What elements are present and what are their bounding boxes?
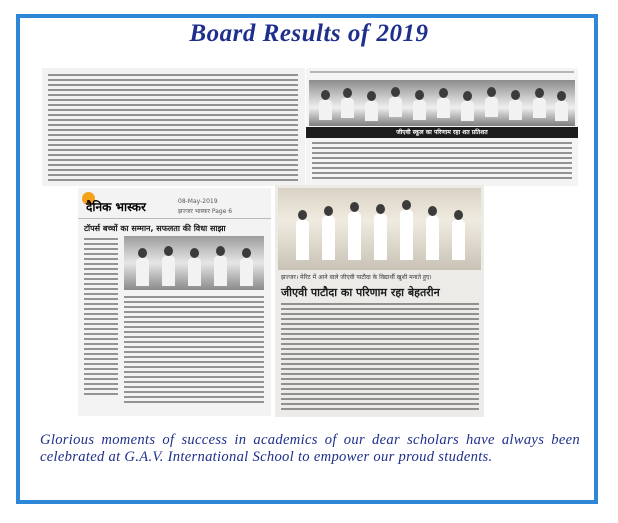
newspaper-clipping-photo [306,68,578,186]
result-clipping [275,185,484,417]
article-text-block [312,142,572,182]
article-text-block [281,303,479,413]
photo-caption-bar: जीएवी स्कूल का परिणाम रहा शत प्रतिशत [306,127,578,138]
dainik-bhaskar-clipping [78,188,271,416]
article-text-block [48,74,298,184]
article-text-column [84,238,118,398]
students-photo [124,236,264,290]
newspaper-clipping-text [42,68,305,186]
group-photo [309,80,575,126]
article-text-block [124,296,264,406]
article-headline: टॉपर्स बच्चों का सम्मान, सफलता की विधा साझा [84,224,226,233]
photo-caption: झज्जर। मेरिट में आने वाले जीएवी पाटौदा के विद्यार्थी खुशी मनाते हुए। [281,274,432,281]
newspaper-date: 08-May-2019 [178,198,218,205]
page-title: Board Results of 2019 [189,20,429,47]
description-text: Glorious moments of success in academics of our dear scholars have always been celebrated at G.A.V. International School to empower our proud students. [40,432,580,465]
newspaper-name: दैनिक भास्कर [86,200,146,214]
clipping-header-strip [310,71,574,76]
article-headline: जीएवी पाटौदा का परिणाम रहा बेहतरीन [281,286,440,299]
newspaper-edition: झज्जर भास्कर Page 6 [178,208,233,215]
celebration-photo [278,188,481,270]
